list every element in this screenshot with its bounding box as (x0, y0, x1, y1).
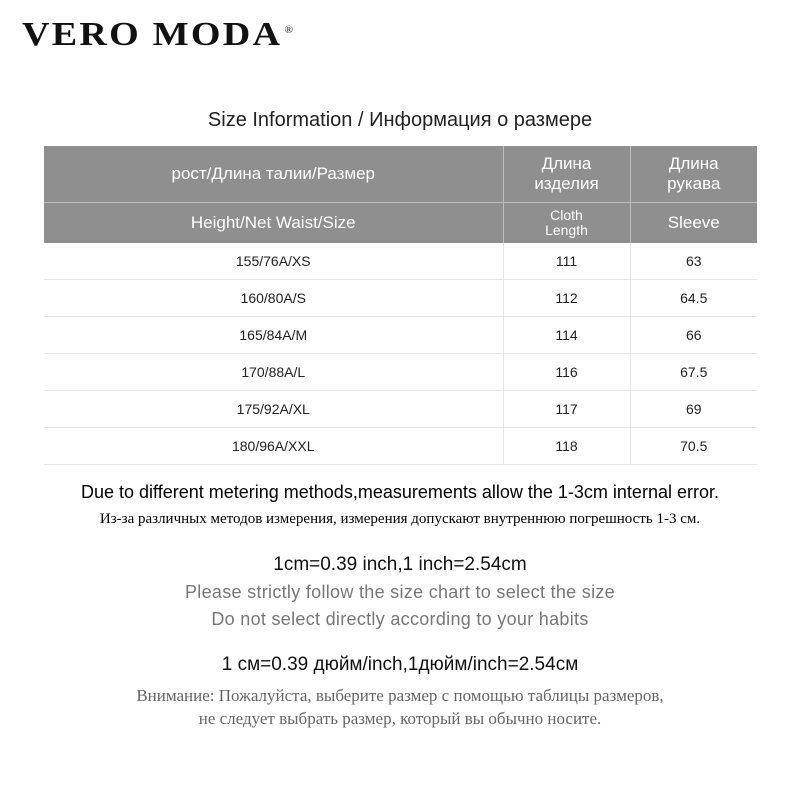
table-row (44, 391, 757, 428)
header-length-en-line2: Length (545, 222, 588, 238)
cell-size: 180/96A/XXL (44, 428, 503, 465)
page-title: Size Information / Информация о размере (207, 109, 593, 131)
table-header-ru (44, 146, 757, 203)
measurement-error-note-ru: Из-за различных методов измерения, измерения допускают внутреннюю погрешность 1-3 см. (99, 511, 701, 527)
header-length-en-line1: Cloth (550, 206, 583, 223)
cell-length: 114 (503, 317, 630, 354)
table-row (44, 354, 757, 391)
table-row (44, 280, 757, 317)
brand-name: VERO MODA (22, 16, 283, 53)
header-sleeve-en: Sleeve (630, 203, 757, 244)
cell-size: 160/80A/S (44, 280, 503, 317)
unit-conversion-en: 1cm=0.39 inch,1 inch=2.54cm (273, 554, 527, 575)
cell-length: 116 (503, 354, 630, 391)
table-row (44, 317, 757, 354)
header-sleeve-ru: Длина рукава (630, 146, 757, 203)
cell-length: 112 (503, 280, 630, 317)
cell-length: 117 (503, 391, 630, 428)
cell-sleeve: 63 (630, 243, 757, 280)
brand-logo (22, 16, 295, 54)
unit-conversion-ru: 1 см=0.39 дюйм/inch,1дюйм/inch=2.54см (221, 654, 579, 675)
table-row (44, 428, 757, 465)
table-header-en (44, 203, 757, 244)
cell-sleeve: 67.5 (630, 354, 757, 391)
cell-sleeve: 66 (630, 317, 757, 354)
table-row (44, 243, 757, 280)
cell-sleeve: 70.5 (630, 428, 757, 465)
warning-ru-line2: не следует выбрать размер, который вы обычно носите. (198, 709, 602, 728)
cell-length: 111 (503, 243, 630, 280)
registered-mark: ® (284, 24, 296, 36)
cell-size: 165/84A/M (44, 317, 503, 354)
size-table (44, 146, 757, 465)
warning-ru-line1: Внимание: Пожалуйста, выберите размер с помощью таблицы размеров, (136, 686, 664, 705)
measurement-error-note-en: Due to different metering methods,measurements allow the 1-3cm internal error. (81, 482, 719, 502)
cell-size: 155/76A/XS (44, 243, 503, 280)
header-length-ru: Длина изделия (503, 146, 630, 203)
cell-size: 170/88A/L (44, 354, 503, 391)
cell-sleeve: 64.5 (630, 280, 757, 317)
size-advice-line1: Please strictly follow the size chart to select the size (185, 582, 615, 602)
cell-length: 118 (503, 428, 630, 465)
size-advice-line2: Do not select directly according to your habits (211, 609, 589, 629)
header-length-en (503, 203, 630, 244)
header-size-ru: рост/Длина талии/Размер (44, 146, 503, 203)
cell-size: 175/92A/XL (44, 391, 503, 428)
header-size-en: Height/Net Waist/Size (44, 203, 503, 244)
cell-sleeve: 69 (630, 391, 757, 428)
